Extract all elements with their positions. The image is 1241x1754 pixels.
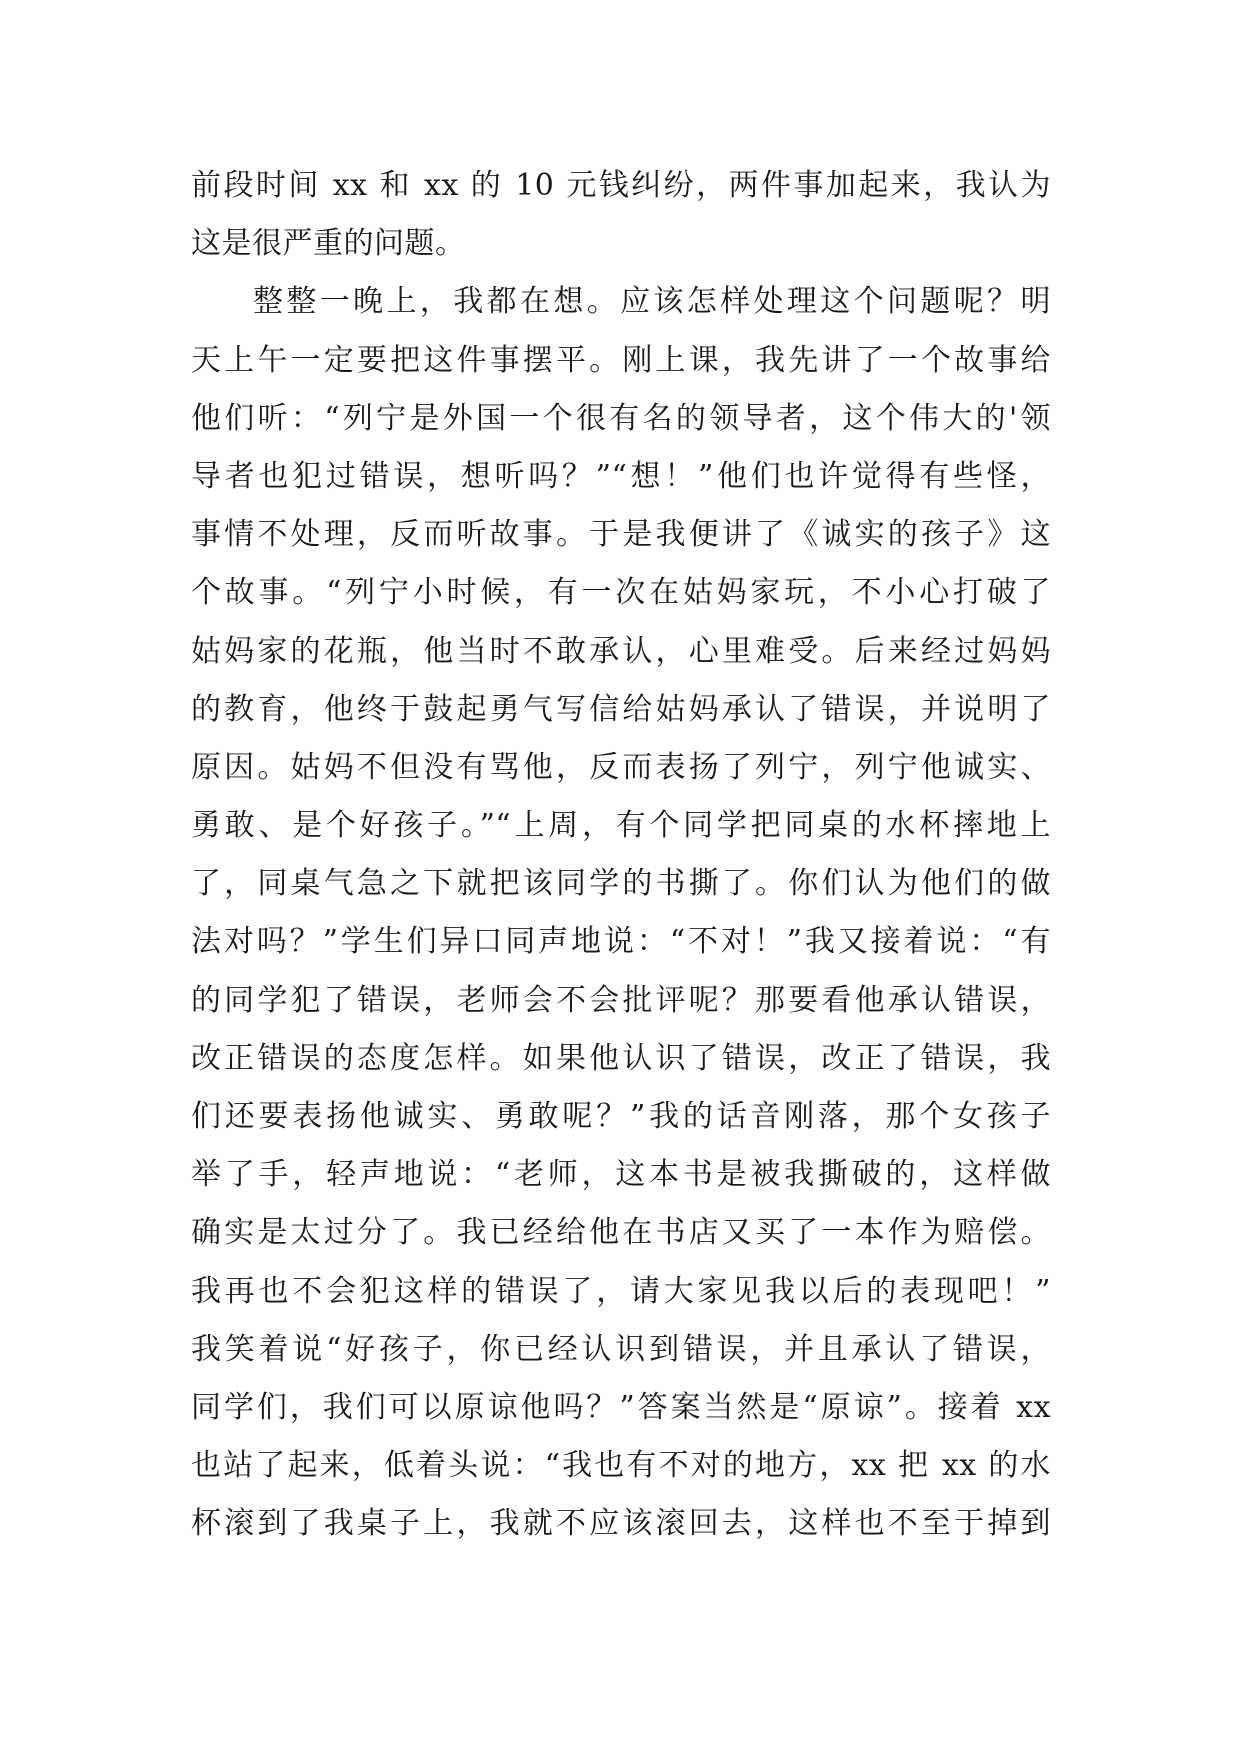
text-line: 原因。姑妈不但没有骂他，反而表扬了列宁，列宁他诚实、	[191, 749, 1051, 785]
text-line: 了，同桌气急之下就把该同学的书撕了。你们认为他们的做	[191, 866, 1051, 902]
text-line: 这是很严重的问题。	[191, 226, 466, 262]
text-line: 导者也犯过错误，想听吗？”“想！”他们也许觉得有些怪，	[191, 458, 1051, 494]
text-line: 法对吗？”学生们异口同声地说：“不对！”我又接着说：“有	[191, 924, 1051, 960]
text-line: 们还要表扬他诚实、勇敢呢？”我的话音刚落，那个女孩子	[191, 1099, 1051, 1134]
text-line: 他们听：“列宁是外国一个很有名的领导者，这个伟大的'领	[191, 400, 1051, 436]
text-line: 天上午一定要把这件事摆平。刚上课，我先讲了一个故事给	[191, 342, 1051, 378]
body-text	[191, 157, 1051, 1554]
text-line: 也站了起来，低着头说：“我也有不对的地方，xx 把 xx 的水	[191, 1448, 1051, 1484]
text-line: 我笑着说“好孩子，你已经认识到错误，并且承认了错误，	[191, 1331, 1051, 1367]
text-line: 的同学犯了错误，老师会不会批评呢？那要看他承认错误，	[191, 982, 1051, 1018]
text-line: 杯滚到了我桌子上，我就不应该滚回去，这样也不至于掉到	[191, 1506, 1051, 1542]
text-line: 确实是太过分了。我已经给他在书店又买了一本作为赔偿。	[191, 1215, 1051, 1251]
text-line: 勇敢、是个好孩子。”“上周，有个同学把同桌的水杯摔地上	[191, 808, 1051, 844]
text-line: 前段时间 xx 和 xx 的 10 元钱纠纷，两件事加起来，我认为	[191, 168, 1051, 203]
text-line: 姑妈家的花瓶，他当时不敢承认，心里难受。后来经过妈妈	[191, 633, 1051, 669]
text-line: 同学们，我们可以原谅他吗？”答案当然是“原谅”。接着 xx	[191, 1389, 1051, 1425]
text-line: 个故事。“列宁小时候，有一次在姑妈家玩，不小心打破了	[191, 575, 1051, 611]
text-line: 事情不处理，反而听故事。于是我便讲了《诚实的孩子》这	[191, 517, 1051, 553]
text-line: 改正错误的态度怎样。如果他认识了错误，改正了错误，我	[191, 1040, 1051, 1076]
text-line: 的教育，他终于鼓起勇气写信给姑妈承认了错误，并说明了	[191, 691, 1051, 727]
paragraph-first-line: 整整一晚上，我都在想。应该怎样处理这个问题呢？明	[253, 284, 1051, 320]
text-line: 我再也不会犯这样的错误了，请大家见我以后的表现吧！”	[191, 1273, 1051, 1309]
text-line: 举了手，轻声地说：“老师，这本书是被我撕破的，这样做	[191, 1157, 1051, 1193]
